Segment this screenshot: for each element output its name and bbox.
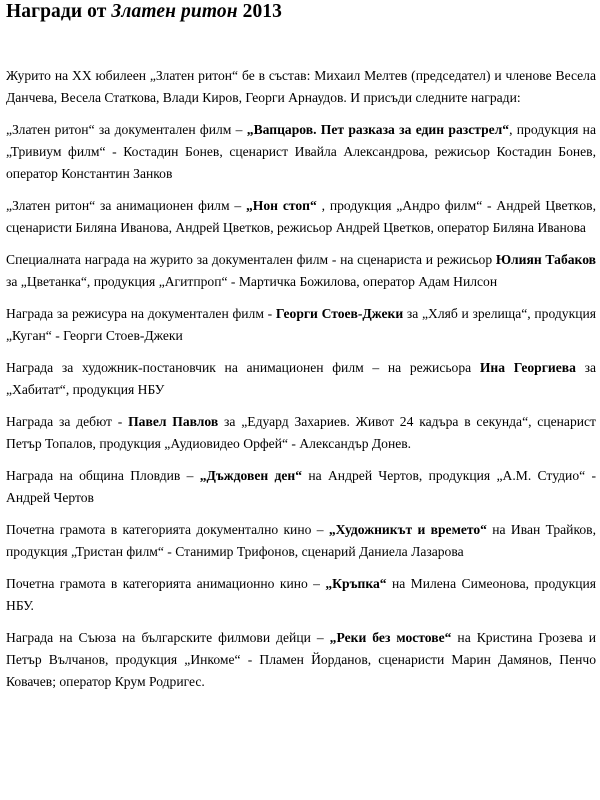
award-paragraph (6, 357, 596, 401)
award-winner-name: Ина Георгиева (479, 360, 576, 375)
award-paragraph (6, 119, 596, 185)
award-film-title: „Дъждовен ден“ (199, 468, 303, 483)
award-paragraph (6, 303, 596, 347)
award-text: „Златен ритон“ за документален филм – (6, 122, 247, 137)
award-text: Награда за художник-постановчик на анимационен филм – на режисьора (6, 360, 480, 375)
award-details: за „Хляб и зрелища“, продукция „Куган“ - Георги Стоев-Джеки (6, 306, 596, 343)
award-text: Почетна грамота в категорията анимационно кино – (6, 576, 326, 591)
award-paragraph (6, 627, 596, 693)
award-text: Награда за режисура на документален филм - (6, 306, 276, 321)
award-details: на Иван Трайков, продукция „Тристан филм“ - Станимир Трифонов, сценарий Даниела Лазарова (6, 522, 596, 559)
award-paragraph (6, 573, 596, 617)
title-year: 2013 (237, 1, 282, 22)
award-paragraph (6, 519, 596, 563)
award-paragraph (6, 249, 596, 293)
award-text: „Златен ритон“ за анимационен филм – (6, 198, 246, 213)
award-details: за „Едуард Захариев. Живот 24 кадъра в секунда“, сценарист Петър Топалов, продукция „Аудиовидео Орфей“ - Александър Донев. (6, 414, 596, 451)
award-film-title: „Реки без мостове“ (329, 630, 452, 645)
award-details: на Кристина Грозева и Петър Вълчанов, продукция „Инкоме“ - Пламен Йорданов, сценаристи Марин Дамянов, Пенчо Ковачев; оператор Крум Родригес. (6, 630, 596, 689)
award-film-title: „Художникът и времето“ (328, 522, 487, 537)
award-paragraph (6, 195, 596, 239)
award-film-title: „Нон стоп“ (246, 198, 317, 213)
award-text: Награда на община Пловдив – (6, 468, 200, 483)
award-details: на Андрей Чертов, продукция „А.М. Студио“ - Андрей Чертов (6, 468, 596, 505)
award-film-title: „Вапцаров. Пет разказа за един разстрел“ (246, 122, 510, 137)
award-details: , продукция на „Тривиум филм“ - Костадин Бонев, сценарист Ивайла Александрова, режисьор Костадин Бонев, оператор Константин Занков (6, 122, 596, 181)
award-winner-name: Юлиян Табаков (495, 252, 596, 267)
award-text: Специалната награда на журито за документален филм - на сценариста и режисьор (6, 252, 496, 267)
award-paragraph (6, 411, 596, 455)
title-festival-name: Златен ритон (111, 1, 238, 22)
award-details: , продукция „Андро филм“ - Андрей Цветков, сценаристи Биляна Иванова, Андрей Цветков, режисьор Андрей Цветков, оператор Биляна Иванова (6, 198, 597, 235)
award-paragraph (6, 465, 596, 509)
award-details: за „Цветанка“, продукция „Агитпроп“ - Мартичка Божилова, оператор Адам Нилсон (6, 274, 498, 289)
award-winner-name: Георги Стоев-Джеки (275, 306, 404, 321)
award-winner-name: Павел Павлов (128, 414, 219, 429)
paragraph-text: Журито на XX юбилеен „Златен ритон“ бе в състав: Михаил Мелтев (председател) и членове Весела Данчева, Весела Статкова, Влади Киров, Георги Арнаудов. И присъди следните награди: (6, 68, 596, 105)
award-text: Почетна грамота в категорията документално кино – (6, 522, 329, 537)
award-text: Награда за дебют - (6, 414, 129, 429)
award-details: на Милена Симеонова, продукция НБУ. (6, 576, 596, 613)
intro-paragraph (6, 65, 596, 109)
title-prefix: Награди от (6, 1, 112, 22)
awards-body (6, 65, 596, 703)
award-text: Награда на Съюза на българските филмови дейци – (6, 630, 330, 645)
award-details: за „Хабитат“, продукция НБУ (6, 360, 596, 397)
page-title (6, 0, 594, 24)
award-film-title: „Кръпка“ (325, 576, 387, 591)
